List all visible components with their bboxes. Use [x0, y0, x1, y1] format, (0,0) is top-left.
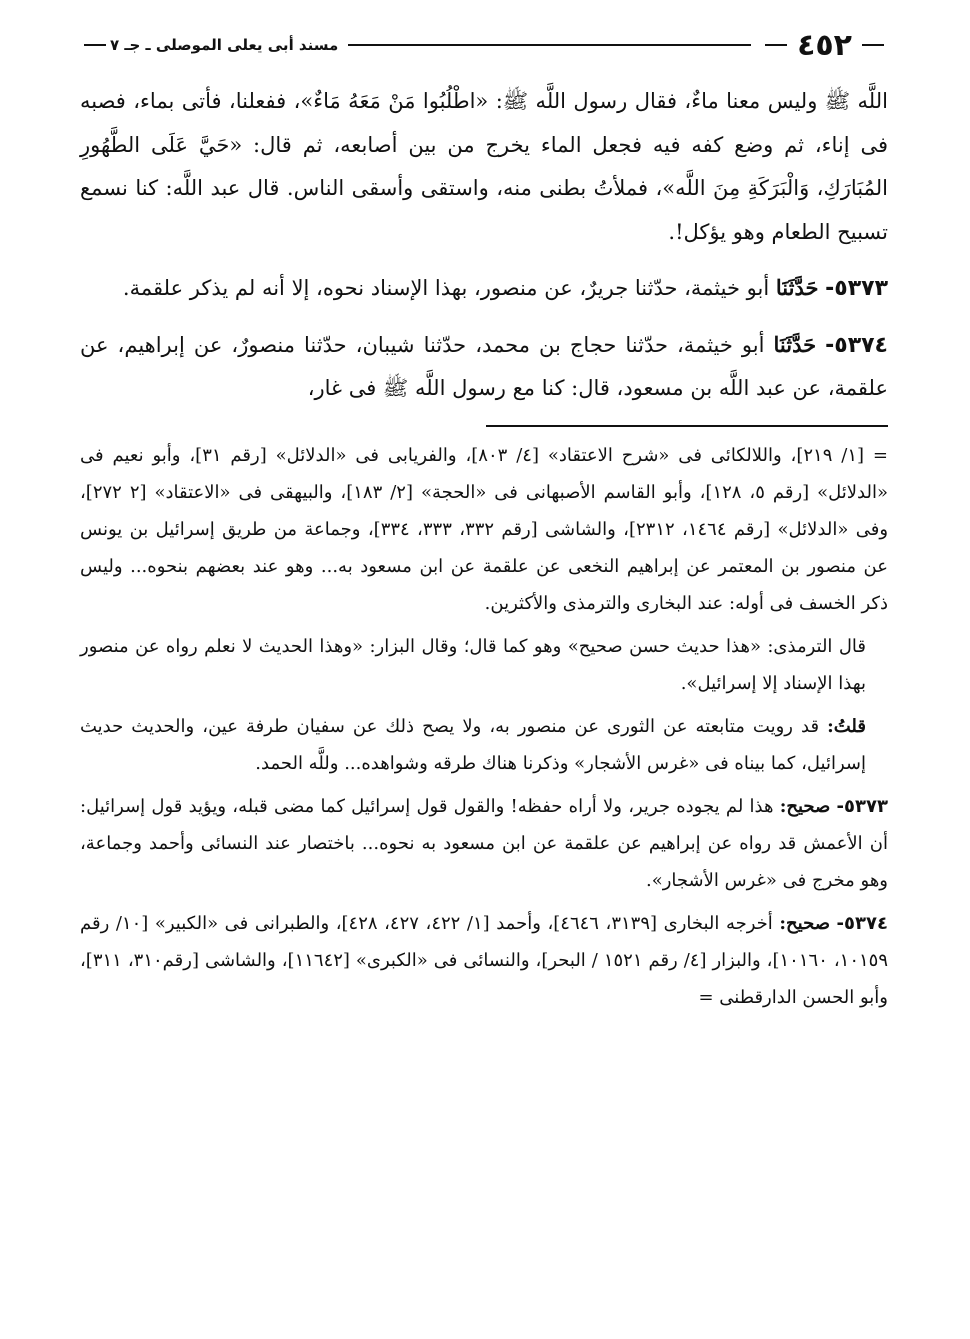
footnote-text: قد رويت متابعته عن الثورى عن منصور به، ولا يصح ذلك عن سفيان طرفة عين، والحديث حديث إسرائيل، كما بيناه فى «غرس الأشجار» وذكرنا هناك طرقه وشواهده... وللَّه الحمد. [80, 715, 866, 774]
book-page [80, 22, 888, 1016]
footnote-lead: قلتُ: [827, 715, 866, 737]
footnote-text: أخرجه البخارى [٣١٣٩، ٤٦٤٦]، وأحمد [١/ ٤٢٢، ٤٢٧، ٤٢٨]، والطبرانى فى «الكبير» [١٠/ رقم ١٠١٥٩، ١٠١٦٠]، والبزار [٤/ رقم ١٥٢١ / البحر]، والنسائى فى «الكبرى» [١١٦٤٢]، والشاشى [رقم٣١٠، ٣١١]، وأبو الحسن الدارقطنى = [80, 912, 888, 1008]
footnote-grade: صحيح: [779, 912, 830, 934]
page-number: ٤٥٢ [797, 27, 852, 63]
footnote-number: ٥٣٧٤- [836, 912, 888, 934]
footnote-continuation: = [١/ ٢١٩]، واللالكائى فى «شرح الاعتقاد» [٤/ ٨٠٣]، والفريابى فى «الدلائل» [رقم ٣١]، وأبو نعيم فى «الدلائل» [رقم ٥، ١٢٨]، وأبو القاسم الأصبهانى فى «الحجة» [٢/ ١٨٣]، والبيهقى فى «الاعتقاد» [٢ ٢٧٢]، وفى «الدلائل» [رقم ١٤٦٤، ٢٣١٢]، والشاشى [رقم ٣٣٢، ٣٣٣، ٣٣٤]، وجماعة من طريق إسرائيل بن يونس عن منصور بن المعتمر عن إبراهيم النخعى عن علقمة عن ابن مسعود به... وهو عند بعضهم بنحوه... وليس ذكر الخسف فى أوله: عند البخارى والترمذى والأكثرين. [80, 444, 889, 614]
hadith-number: ٥٣٧٣- [825, 276, 888, 301]
header-rule [348, 44, 751, 46]
hadith-text: أبو خيثمة، حدّثنا حجاج بن محمد، حدّثنا شيبان، حدّثنا منصورٌ، عن إبراهيم، عن علقمة، عن عبد اللَّه بن مسعود، قال: كنا مع رسول اللَّه ﷺ فى غار، [80, 332, 888, 400]
header-dash [84, 44, 106, 46]
footnote-5374 [80, 905, 888, 1016]
hadith-5374 [80, 323, 888, 411]
hadith-text: أبو خيثمة، حدّثنا جريرٌ، عن منصور، بهذا الإسناد نحوه، إلا أنه لم يذكر علقمة. [122, 276, 770, 300]
footnote-tirmidhi: قال الترمذى: «هذا حديث حسن صحيح» وهو كما قال؛ وقال البزار: «وهذا الحديث لا نعلم رواه عن منصور بهذا الإسناد إلا إسرائيل». [80, 635, 866, 694]
header-dash [765, 44, 787, 46]
hadith-number: ٥٣٧٤- [825, 332, 888, 358]
footnote-number: ٥٣٧٣- [836, 795, 888, 817]
paragraph-continuation: اللَّه ﷺ وليس معنا ماءٌ، فقال رسول اللَّه ﷺ: «اطْلُبُوا مَنْ مَعَهُ مَاءٌ»، ففعلنا، فأتى بماء، فصبه فى إناء، ثم وضع كفه فيه فجعل الماء يخرج من بين أصابعه، ثم قال: «حَيَّ عَلَى الطَّهُورِ المُبَارَكِ، وَالْبَرَكَةِ مِنَ اللَّه»، فملأتُ بطنى منه، واستقى وأسقى الناس. قال عبد اللَّه: كنا نسمع تسبيح الطعام وهو يؤكل!. [80, 89, 888, 244]
footnote-grade: صحيح: [779, 795, 831, 817]
book-title: مسند أبى يعلى الموصلى ـ جـ ٧ [110, 36, 339, 54]
hadith-5373 [80, 266, 888, 311]
footnotes [80, 437, 888, 1016]
hadith-opening: حَدَّثَنَا [775, 275, 819, 300]
main-text [80, 80, 888, 411]
header-dash [862, 44, 884, 46]
footnote-separator-wrap [80, 411, 888, 427]
footnote-5373 [80, 788, 888, 899]
footnote-text: هذا لم يجوده جرير، ولا أراه حفظه! والقول قول إسرائيل كما مضى قبله، ويؤيد قول إسرائيل: أن الأعمش قد رواه عن إبراهيم عن علقمة عن ابن مسعود به نحوه... باختصار عند النسائى وأحمد وجماعة، وهو مخرج فى «غرس الأشجار». [80, 795, 888, 891]
hadith-opening: حَدَّثَنَا [773, 331, 817, 357]
running-header [80, 22, 888, 68]
footnote-separator [486, 425, 888, 427]
footnote-qultu [80, 708, 888, 782]
